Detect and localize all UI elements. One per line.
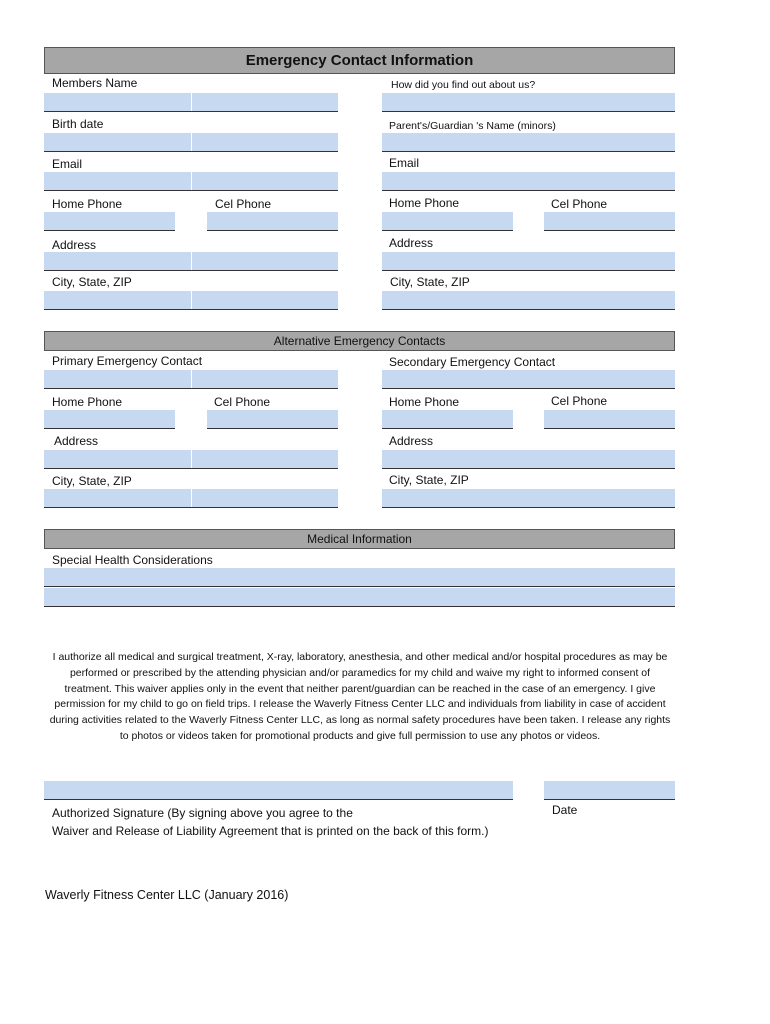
primary-address-field[interactable] (44, 450, 338, 469)
primary-cel-phone-field[interactable] (207, 410, 338, 429)
secondary-cel-phone-field[interactable] (544, 410, 675, 429)
member-cel-phone-label: Cel Phone (215, 197, 272, 211)
secondary-city-field[interactable] (382, 489, 675, 508)
primary-home-phone-field[interactable] (44, 410, 175, 429)
members-name-label: Members Name (52, 76, 138, 90)
guardian-name-field[interactable] (382, 133, 675, 152)
medical-information-header: Medical Information (44, 529, 675, 549)
signature-label: Authorized Signature (By signing above you agree to the (52, 806, 353, 820)
secondary-home-phone-field[interactable] (382, 410, 513, 429)
guardian-address-label: Address (389, 236, 434, 250)
how-found-field[interactable] (382, 93, 675, 112)
members-name-field[interactable] (44, 93, 338, 112)
birth-date-field[interactable] (44, 133, 338, 152)
guardian-email-label: Email (389, 156, 420, 170)
member-cel-phone-field[interactable] (207, 212, 338, 231)
guardian-email-field[interactable] (382, 172, 675, 191)
special-health-field-1[interactable] (44, 568, 675, 587)
primary-city-field[interactable] (44, 489, 338, 508)
footer-text: Waverly Fitness Center LLC (January 2016) (45, 888, 289, 902)
secondary-address-label: Address (389, 434, 434, 448)
primary-home-phone-label: Home Phone (52, 395, 123, 409)
member-home-phone-field[interactable] (44, 212, 175, 231)
alternative-contacts-header: Alternative Emergency Contacts (44, 331, 675, 351)
member-email-label: Email (52, 157, 83, 171)
how-found-label: How did you find out about us? (391, 79, 536, 91)
secondary-contact-field[interactable] (382, 370, 675, 389)
signature-field[interactable] (44, 781, 513, 800)
date-field[interactable] (544, 781, 675, 800)
member-city-field[interactable] (44, 291, 338, 310)
guardian-home-phone-label: Home Phone (389, 196, 460, 210)
birth-date-label: Birth date (52, 117, 104, 131)
member-home-phone-label: Home Phone (52, 197, 123, 211)
guardian-name-label: Parent's/Guardian 's Name (minors) (389, 120, 556, 132)
guardian-city-field[interactable] (382, 291, 675, 310)
primary-contact-field[interactable] (44, 370, 338, 389)
primary-address-label: Address (54, 434, 99, 448)
member-email-field[interactable] (44, 172, 338, 191)
date-label: Date (552, 803, 578, 817)
guardian-address-field[interactable] (382, 252, 675, 271)
guardian-home-phone-field[interactable] (382, 212, 513, 231)
primary-cel-phone-label: Cel Phone (214, 395, 271, 409)
member-address-field[interactable] (44, 252, 338, 271)
member-address-label: Address (52, 238, 97, 252)
guardian-cel-phone-label: Cel Phone (551, 197, 608, 211)
secondary-city-label: City, State, ZIP (389, 473, 469, 487)
special-health-label: Special Health Considerations (52, 553, 213, 567)
special-health-field-2[interactable] (44, 588, 675, 607)
primary-city-label: City, State, ZIP (52, 474, 132, 488)
guardian-cel-phone-field[interactable] (544, 212, 675, 231)
member-city-label: City, State, ZIP (52, 275, 132, 289)
secondary-contact-label: Secondary Emergency Contact (389, 355, 556, 369)
secondary-home-phone-label: Home Phone (389, 395, 460, 409)
primary-contact-label: Primary Emergency Contact (52, 354, 203, 368)
signature-agreement-label: Waiver and Release of Liability Agreement that is printed on the back of this form.) (52, 824, 489, 838)
form-title: Emergency Contact Information (44, 47, 675, 74)
secondary-address-field[interactable] (382, 450, 675, 469)
waiver-text: I authorize all medical and surgical treatment, X-ray, laboratory, anesthesia, and other medical and/or hospital procedures as may be performed or prescribed by the attending physician and/or paramedics for my child and waive my right to informed consent of treatment. This waiver applies only in the event that neither parent/guardian can be reached in the case of an emergency. I give permission for my child to go on field trips. I release the Waverly Fitness Center LLC and individuals from liability in case of accident during activities related to the Waverly Fitness Center LLC, as long as normal safety procedures have been taken. I release any rights to photos or videos taken for promotional products and give full permission to use any photos or videos. (49, 651, 671, 742)
guardian-city-label: City, State, ZIP (390, 275, 470, 289)
secondary-cel-phone-label: Cel Phone (551, 394, 608, 408)
